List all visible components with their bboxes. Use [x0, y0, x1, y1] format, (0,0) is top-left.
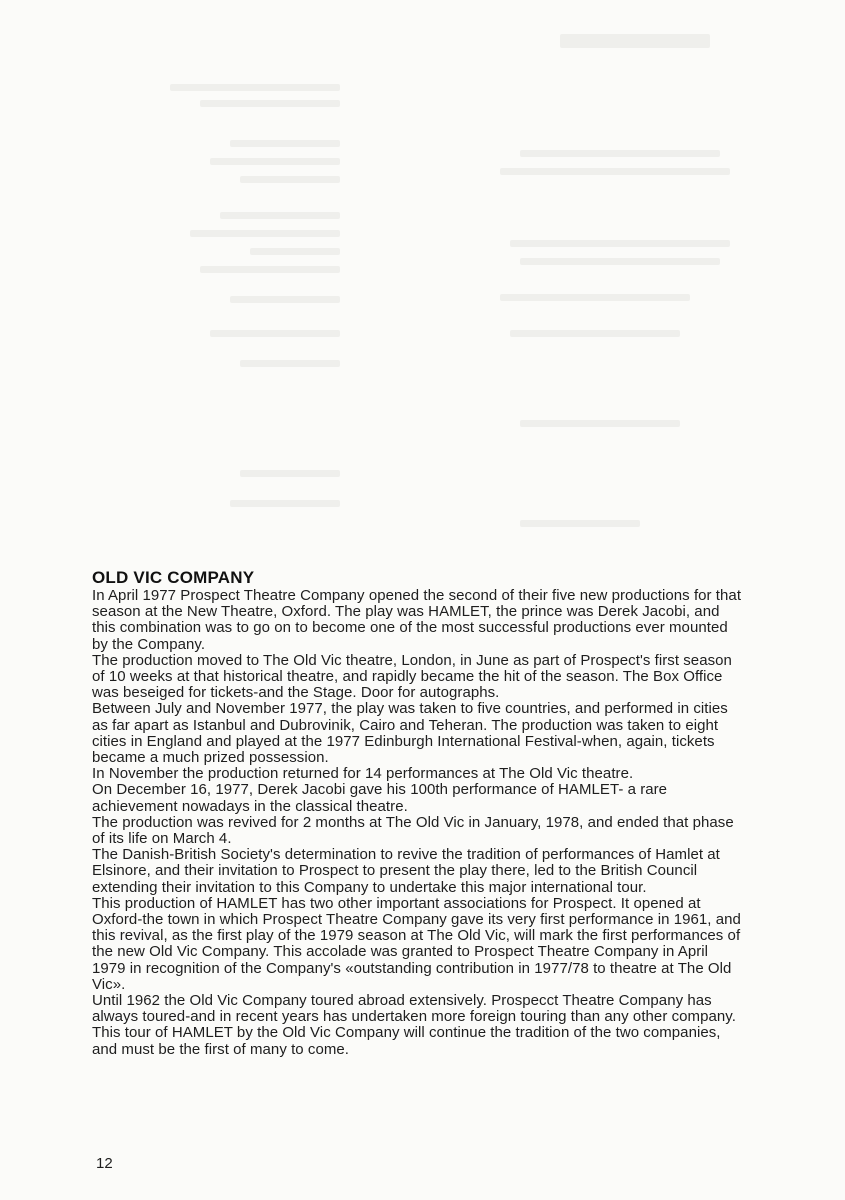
paragraph: The production moved to The Old Vic theatre, London, in June as part of Prospect's first season of 10 weeks at that historical theatre, and rapidly became the hit of the season. The Box Office was beseiged for tickets-and the Stage. Door for autographs. [92, 651, 732, 702]
paragraph: On December 16, 1977, Derek Jacobi gave his 100th performance of HAMLET- a rare achievement nowadays in the classical theatre. [92, 781, 668, 815]
paragraph: This tour of HAMLET by the Old Vic Company will continue the tradition of the two companies, and must be the first of many to come. [92, 1024, 721, 1058]
paragraph: The production was revived for 2 months at The Old Vic in January, 1978, and ended that phase of its life on March 4. [92, 813, 734, 848]
paragraph: Between July and November 1977, the play was taken to five countries, and performed in cities as far apart as Istanbul and Dubrovinik, Cairo and Teheran. The production was taken to eight cities in England and played at the 1977 Edinburgh International Festival-when, again, tickets became a much prized possession. [92, 700, 728, 767]
page-number: 12 [96, 1155, 113, 1172]
paragraph: Until 1962 the Old Vic Company toured abroad extensively. Prospecct Theatre Company has always toured-and in recent years has undertaken more foreign touring than any other company. [92, 992, 736, 1026]
article-heading: OLD VIC COMPANY [92, 568, 255, 587]
article [92, 568, 742, 1058]
show-through-background [0, 0, 845, 560]
paragraph: The Danish-British Society's determination to revive the tradition of performances of Hamlet at Elsinore, and their invitation to Prospect to present the play there, led to the British Council extending their invitation to this Company to undertake this major international tour. [92, 846, 720, 896]
paragraph: In April 1977 Prospect Theatre Company opened the second of their five new productions for that season at the New Theatre, Oxford. The play was HAMLET, the prince was Derek Jacobi, and this combination was to go on to become one of the most successful productions ever mounted by the Company. [92, 587, 742, 653]
paragraph: In November the production returned for 14 performances at The Old Vic theatre. [92, 765, 634, 783]
paragraph: This production of HAMLET has two other important associations for Prospect. It opened at Oxford-the town in which Prospect Theatre Company gave its very first performance in 1961, and this revival, as the first play of the 1979 season at The Old Vic, will mark the first performances of the new Old Vic Company. This accolade was granted to Prospect Theatre Company in April 1979 in recognition of the Company's «outstanding contribution in 1977/78 to theatre at The Old Vic». [92, 894, 741, 993]
